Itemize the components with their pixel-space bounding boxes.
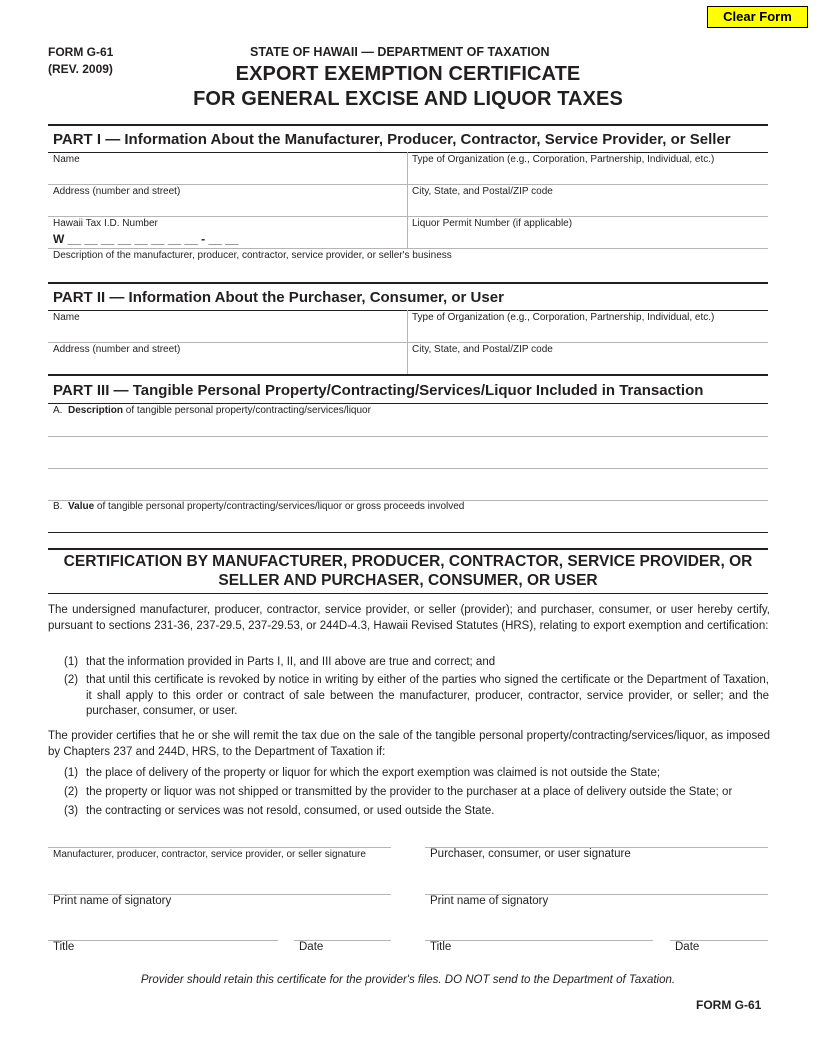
part1-liquor-permit-label: Liquor Permit Number (if applicable) — [412, 218, 573, 229]
part3-bottom-rule — [48, 532, 768, 533]
part2-org-type-label: Type of Organization (e.g., Corporation, Partnership, Individual, etc.) — [412, 312, 715, 323]
part2-title: PART II — Information About the Purchaser, Consumer, or User — [53, 289, 504, 306]
part1-address-field[interactable] — [48, 184, 407, 216]
part2-org-type-field[interactable] — [408, 310, 768, 342]
purchaser-signature-label: Purchaser, consumer, or user signature — [430, 848, 631, 860]
clear-form-button[interactable]: Clear Form — [707, 6, 808, 28]
provider-date-field[interactable] — [294, 908, 391, 940]
provider-certifies-text: The provider certifies that he or she will remit the tax due on the sale of the tangible personal property/contracting/services/liquor, as imposed by Chapters 237 and 244D, HRS, to the Department of Taxation if: — [48, 730, 770, 758]
part3-a-prefix: A. — [53, 405, 63, 416]
cert-item-1-number: (1) — [64, 656, 79, 668]
part3-top-rule — [48, 374, 768, 376]
provider-title-line — [48, 940, 278, 941]
agency-name: STATE OF HAWAII — DEPARTMENT OF TAXATION — [250, 45, 550, 59]
provider-signature-line — [48, 847, 391, 848]
part2-name-field[interactable] — [48, 310, 407, 342]
form-number: FORM G-61 — [48, 45, 114, 59]
provider-item-1-number: (1) — [64, 767, 79, 779]
purchaser-signature-field[interactable] — [425, 815, 768, 847]
certification-heading-line2: SELLER AND PURCHASER, CONSUMER, OR USER — [218, 572, 598, 589]
part3-a-rest: of tangible personal property/contracting/services/liquor — [123, 405, 371, 416]
part1-city-label: City, State, and Postal/ZIP code — [412, 186, 553, 197]
provider-item-2-text: the property or liquor was not shipped or transmitted by the provider to the purchaser at a place of delivery outside the State; or — [86, 786, 733, 798]
part1-description-label: Description of the manufacturer, producer, contractor, service provider, or seller's business — [53, 250, 452, 261]
provider-date-label: Date — [299, 941, 324, 953]
part3-value-field[interactable] — [48, 500, 768, 532]
purchaser-title-label: Title — [430, 941, 452, 953]
purchaser-title-field[interactable] — [425, 908, 653, 940]
certification-heading-rule — [48, 593, 768, 594]
part1-city-field[interactable] — [408, 184, 768, 216]
provider-signature-field[interactable] — [48, 815, 391, 847]
part1-name-field[interactable] — [48, 152, 407, 184]
cert-item-1-text: that the information provided in Parts I, II, and III above are true and correct; and — [86, 656, 496, 668]
certification-intro: The undersigned manufacturer, producer, contractor, service provider, or seller (provider); and purchaser, consumer, or user hereby certify, pursuant to sections 231-36, 237-29.5, 237-29.53, or 244D-4.3, Hawaii Revised Statutes (HRS), relating to export exemption and certification: — [48, 604, 770, 632]
part2-top-rule — [48, 282, 768, 284]
provider-item-1-text: the place of delivery of the property or liquor for which the export exemption was claimed is not outside the State; — [86, 767, 661, 779]
form-title-line1: EXPORT EXEMPTION CERTIFICATE — [235, 63, 581, 85]
provider-item-3-number: (3) — [64, 805, 79, 817]
provider-title-label: Title — [53, 941, 75, 953]
provider-item-3-text: the contracting or services was not resold, consumed, or used outside the State. — [86, 805, 495, 817]
part2-name-label: Name — [53, 312, 80, 323]
part1-tax-id-field[interactable]: W __ __ __ __ __ __ __ __ - __ __ — [53, 232, 239, 246]
part1-name-label: Name — [53, 154, 80, 165]
part3-desc-line1 — [48, 436, 768, 437]
purchaser-date-field[interactable] — [670, 908, 768, 940]
retention-note: Provider should retain this certificate for the provider's files. DO NOT send to the Department of Taxation. — [140, 974, 676, 986]
provider-item-2-number: (2) — [64, 786, 79, 798]
part2-city-field[interactable] — [408, 342, 768, 374]
part2-city-label: City, State, and Postal/ZIP code — [412, 344, 553, 355]
part1-description-field[interactable] — [48, 248, 768, 280]
part1-liquor-permit-field[interactable] — [408, 216, 768, 248]
certification-heading-line1: CERTIFICATION BY MANUFACTURER, PRODUCER, CONTRACTOR, SERVICE PROVIDER, OR — [63, 553, 753, 570]
part1-org-type-field[interactable] — [408, 152, 768, 184]
part3-b-prefix: B. — [53, 501, 63, 512]
part3-a-bold: Description — [68, 405, 124, 416]
cert-item-2-text: that until this certificate is revoked by notice in writing by either of the parties who signed the certificate or the Department of Taxation, it shall apply to this order or contract of sale between the manufacturer, producer, contractor, service provider, or seller; and the purchaser, consumer, or user. — [86, 674, 769, 717]
part3-title: PART III — Tangible Personal Property/Contracting/Services/Liquor Included in Transaction — [53, 382, 704, 399]
provider-title-field[interactable] — [48, 908, 278, 940]
purchaser-date-label: Date — [675, 941, 700, 953]
part3-b-bold: Value — [68, 501, 95, 512]
part1-org-type-label: Type of Organization (e.g., Corporation, Partnership, Individual, etc.) — [412, 154, 715, 165]
part1-title: PART I — Information About the Manufacturer, Producer, Contractor, Service Provider, or Seller — [53, 131, 731, 148]
purchaser-print-name-field[interactable] — [425, 862, 768, 894]
part1-address-label: Address (number and street) — [53, 186, 181, 197]
part2-address-label: Address (number and street) — [53, 344, 181, 355]
part3-b-rest: of tangible personal property/contracting/services/liquor or gross proceeds involved — [94, 501, 465, 512]
part1-top-rule — [48, 124, 768, 126]
cert-item-2-number: (2) — [64, 674, 79, 686]
form-title-line2: FOR GENERAL EXCISE AND LIQUOR TAXES — [193, 88, 623, 110]
form-revision: (REV. 2009) — [48, 62, 113, 76]
part3-description-field[interactable] — [48, 403, 768, 500]
purchaser-title-line — [425, 940, 653, 941]
certification-top-rule — [48, 548, 768, 550]
provider-print-name-label: Print name of signatory — [53, 895, 172, 907]
part1-tax-id-label: Hawaii Tax I.D. Number — [53, 218, 158, 229]
part3-desc-line2 — [48, 468, 768, 469]
provider-signature-label: Manufacturer, producer, contractor, service provider, or seller signature — [53, 849, 366, 860]
purchaser-print-name-label: Print name of signatory — [430, 895, 549, 907]
footer-form-number: FORM G-61 — [696, 998, 762, 1012]
part2-address-field[interactable] — [48, 342, 407, 374]
provider-print-name-field[interactable] — [48, 862, 391, 894]
